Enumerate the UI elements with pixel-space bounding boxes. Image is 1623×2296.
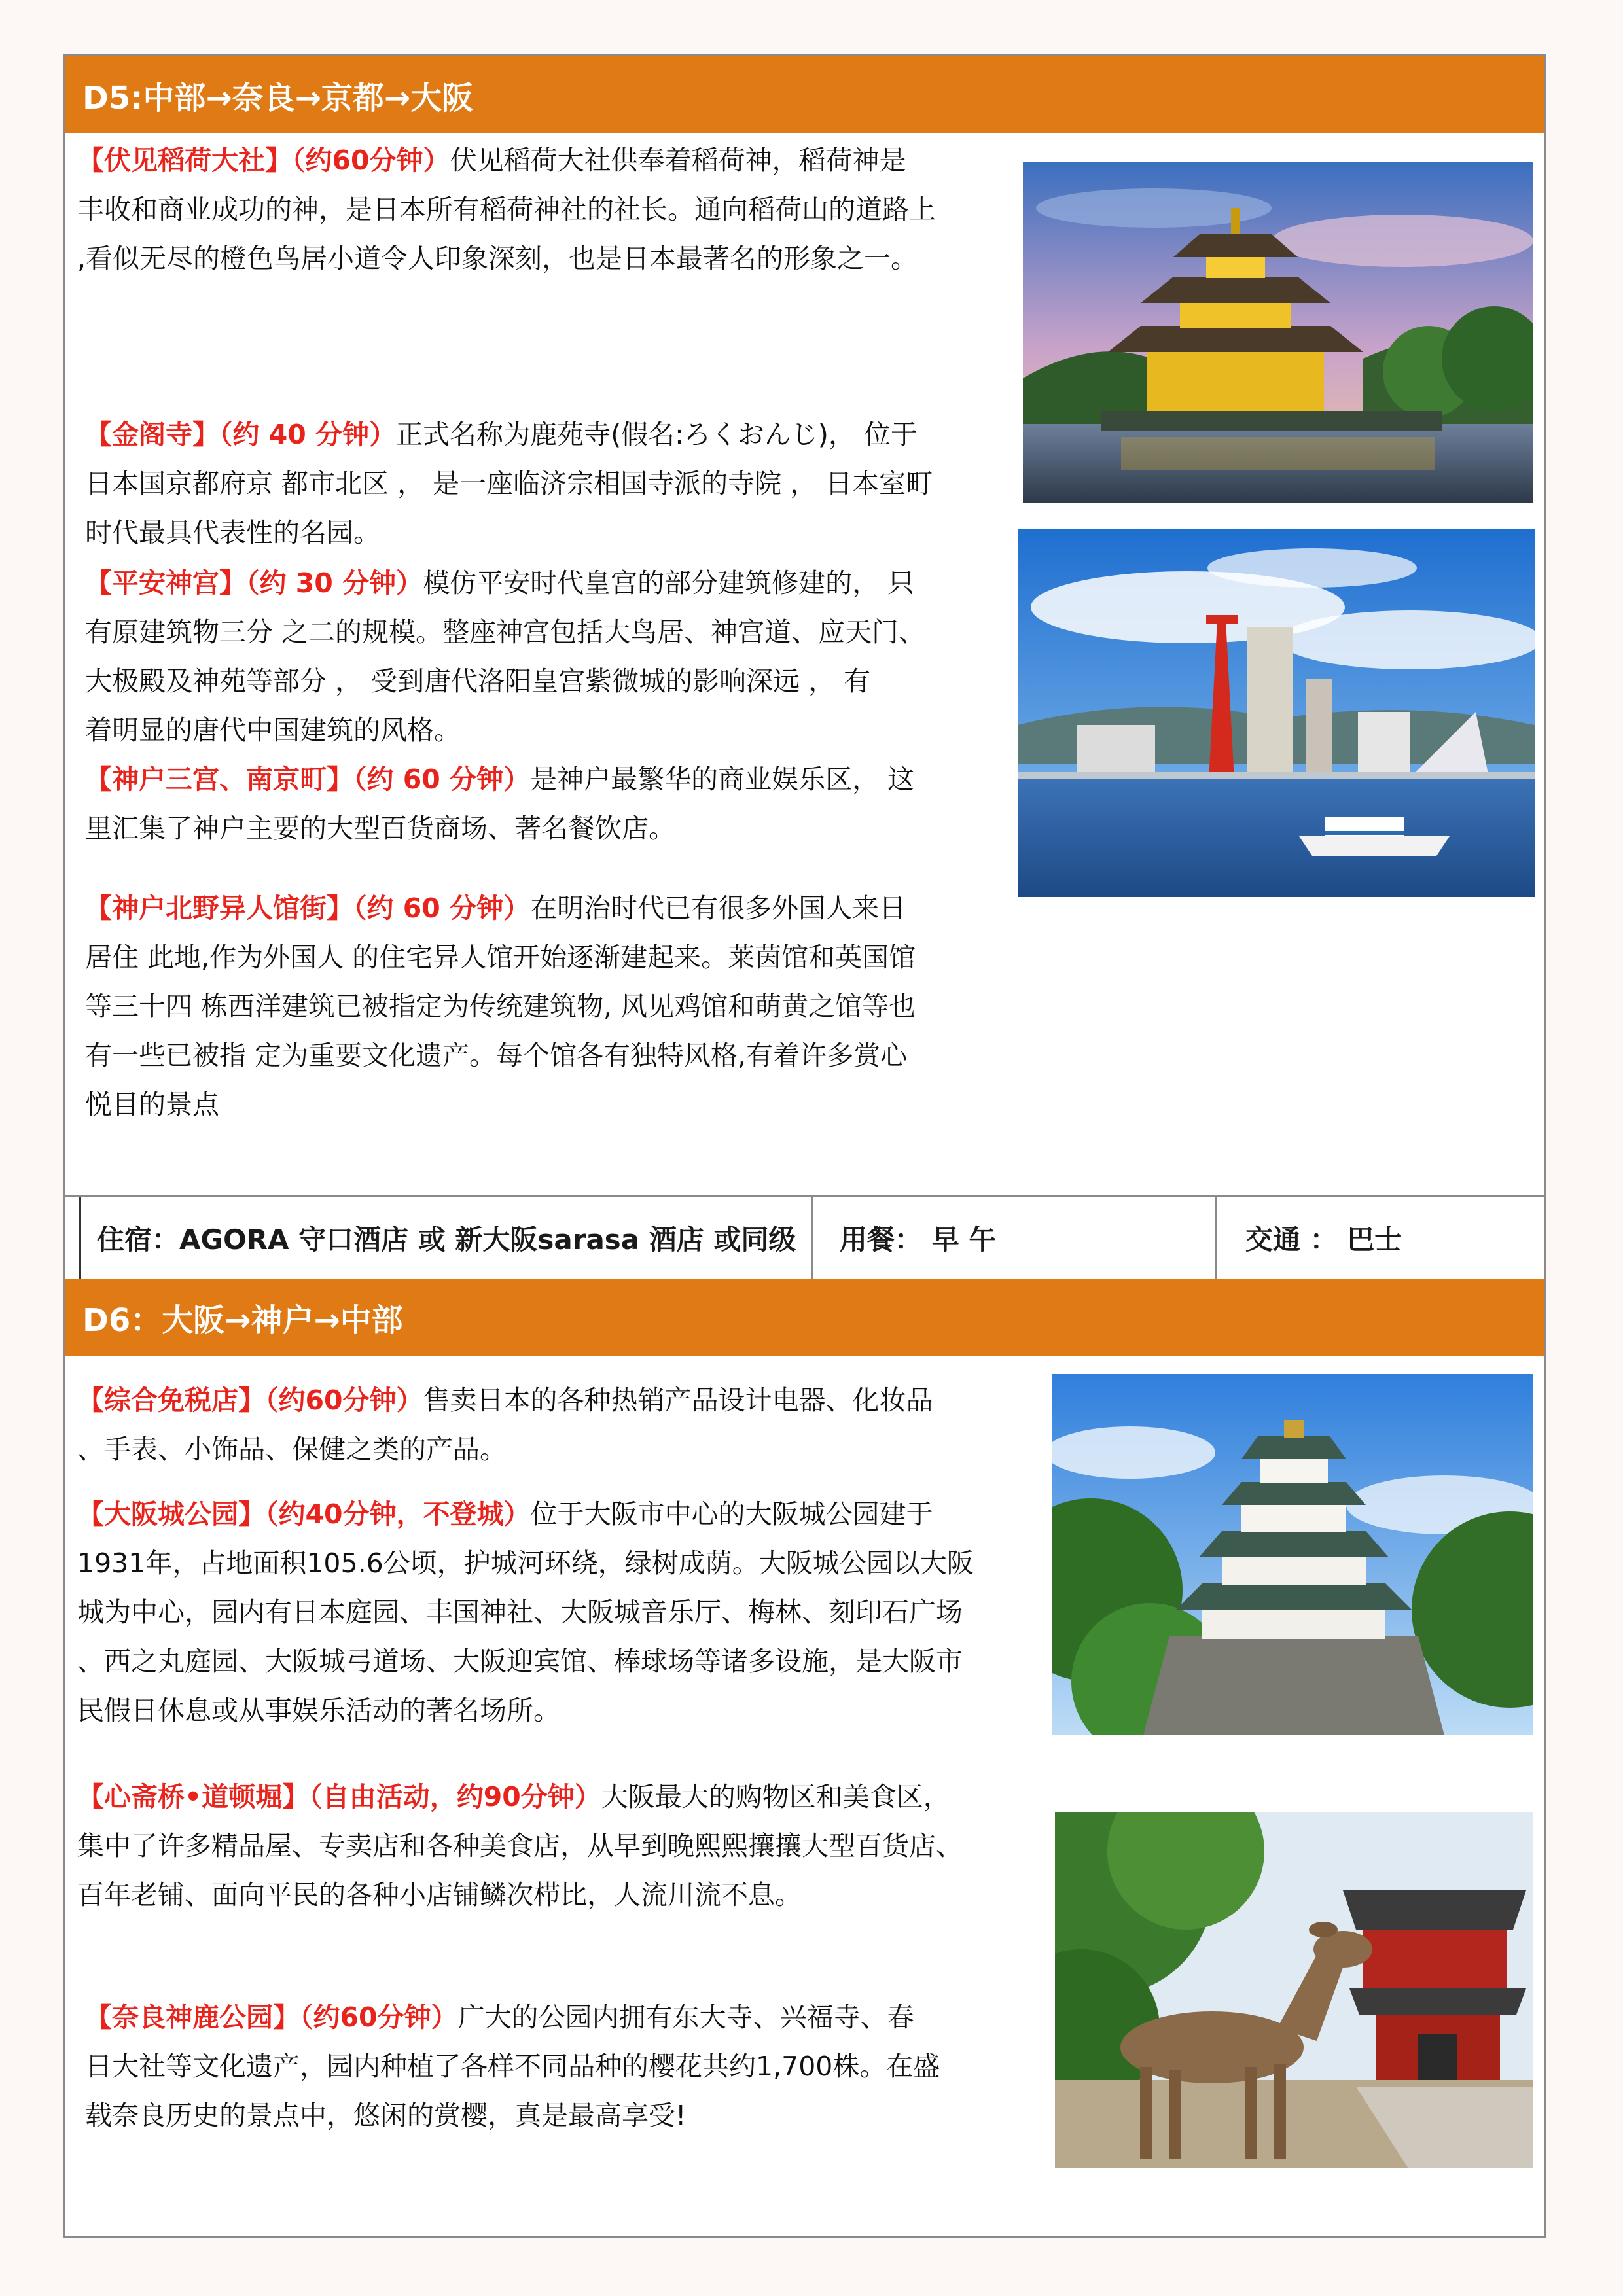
day6-p2: 【大阪城公园】（约40分钟，不登城）位于大阪市中心的大阪城公园建于 1931年，占地面积105.6公顷，护城河环绕，绿树成荫。大阪城公园以大阪 城为中心，园内有日本庭园、丰国神社、大阪城音乐厅、梅林、刻印石广场 、西之丸庭园、大阪城弓道场、大阪迎宾馆、棒球场等诸多设施，是大阪市 民假日休息或从事娱乐活动的著名场所。: [77, 1498, 974, 1726]
day5-p4: 【神户三宫、南京町】（约 60 分钟）是神户最繁华的商业娱乐区， 这 里汇集了神户主要的大型百货商场、著名餐饮店。: [85, 764, 915, 844]
day6-p4: 【奈良神鹿公园】（约60分钟）广大的公园内拥有东大寺、兴福寺、春 日大社等文化遗产，园内种植了各样不同品种的樱花共约1,700株。在盛 载奈良历史的景点中，悠闲的赏樱，真是最高享受!: [85, 2002, 940, 2131]
spot-title: 【心斋桥•道顿堀】（自由活动，约90分钟）: [77, 1781, 601, 1812]
spot-title: 【平安神宫】（约 30 分钟）: [85, 567, 423, 599]
spot-title: 【奈良神鹿公园】（约60分钟）: [85, 2002, 458, 2033]
day6-title: D6：大阪→神户→中部: [82, 1301, 403, 1339]
spot-title: 【金阁寺】（约 40 分钟）: [85, 419, 397, 450]
transport-text: 交通 ： 巴士: [1245, 1223, 1402, 1256]
nara-deer-photo: [1055, 1812, 1533, 2168]
kinkakuji-photo: [1023, 162, 1533, 503]
day5-title: D5:中部→奈良→京都→大阪: [82, 79, 474, 116]
spot-title: 【神户北野异人馆街】（约 60 分钟）: [85, 892, 531, 924]
transport-cell: [1215, 1197, 1548, 1279]
day6-p1: 【综合免税店】（约60分钟）售卖日本的各种热销产品设计电器、化妆品 、手表、小饰品、保健之类的产品。: [77, 1385, 933, 1465]
itinerary-page: [63, 54, 1546, 2238]
day5-p2: 【金阁寺】（约 40 分钟）正式名称为鹿苑寺(假名:ろくおんじ)， 位于 日本国京都府京 都市北区 ， 是一座临济宗相国寺派的寺院 ， 日本室町 时代最具代表性的名园。: [85, 419, 933, 548]
kobe-harbor-photo: [1018, 529, 1535, 897]
day6-p3: 【心斋桥•道顿堀】（自由活动，约90分钟）大阪最大的购物区和美食区， 集中了许多精品屋、专卖店和各种美食店，从早到晚熙熙攘攘大型百货店、 百年老铺、面向平民的各种小店铺鳞次栉比，人流川流不息。: [77, 1781, 963, 1911]
spot-title: 【大阪城公园】（约40分钟，不登城）: [77, 1498, 531, 1530]
lodging-text: 住宿：AGORA 守口酒店 或 新大阪sarasa 酒店 或同级: [97, 1223, 796, 1256]
day5-p5: 【神户北野异人馆街】（约 60 分钟）在明治时代已有很多外国人来日 居住 此地,作为外国人 的住宅异人馆开始逐渐建起来。莱茵馆和英国馆 等三十四 栋西洋建筑已被指定为传统建筑物, 风见鸡馆和萌黄之馆等也 有一些已被指 定为重要文化遗产。每个馆各有独特风格,有着许多赏心 悦目的景点: [85, 892, 916, 1120]
day5-p1: 【伏见稻荷大社】（约60分钟）伏见稻荷大社供奉着稻荷神，稻荷神是 丰收和商业成功的神，是日本所有稻荷神社的社长。通向稻荷山的道路上 ,看似无尽的橙色鸟居小道令人印象深刻，也是日本最著名的形象之一。: [77, 145, 936, 274]
day5-header: [65, 56, 1544, 133]
day6-header: [65, 1279, 1544, 1356]
meals-text: 用餐： 早 午: [840, 1223, 997, 1256]
day5-p3: 【平安神宫】（约 30 分钟）模仿平安时代皇宫的部分建筑修建的， 只 有原建筑物三分 之二的规模。整座神宫包括大鸟居、神宫道、应天门、 大极殿及神苑等部分 ， 受到唐代洛阳皇宫紫微城的影响深远 ， 有 着明显的唐代中国建筑的风格。: [85, 567, 926, 746]
meals-cell: [812, 1197, 1215, 1279]
spot-title: 【伏见稻荷大社】（约60分钟）: [77, 145, 450, 176]
day5-info-row: [65, 1195, 1544, 1279]
lodging-cell: [79, 1197, 812, 1279]
spot-title: 【综合免税店】（约60分钟）: [77, 1385, 423, 1416]
osaka-castle-photo: [1052, 1374, 1533, 1735]
spot-title: 【神户三宫、南京町】（约 60 分钟）: [85, 764, 531, 795]
